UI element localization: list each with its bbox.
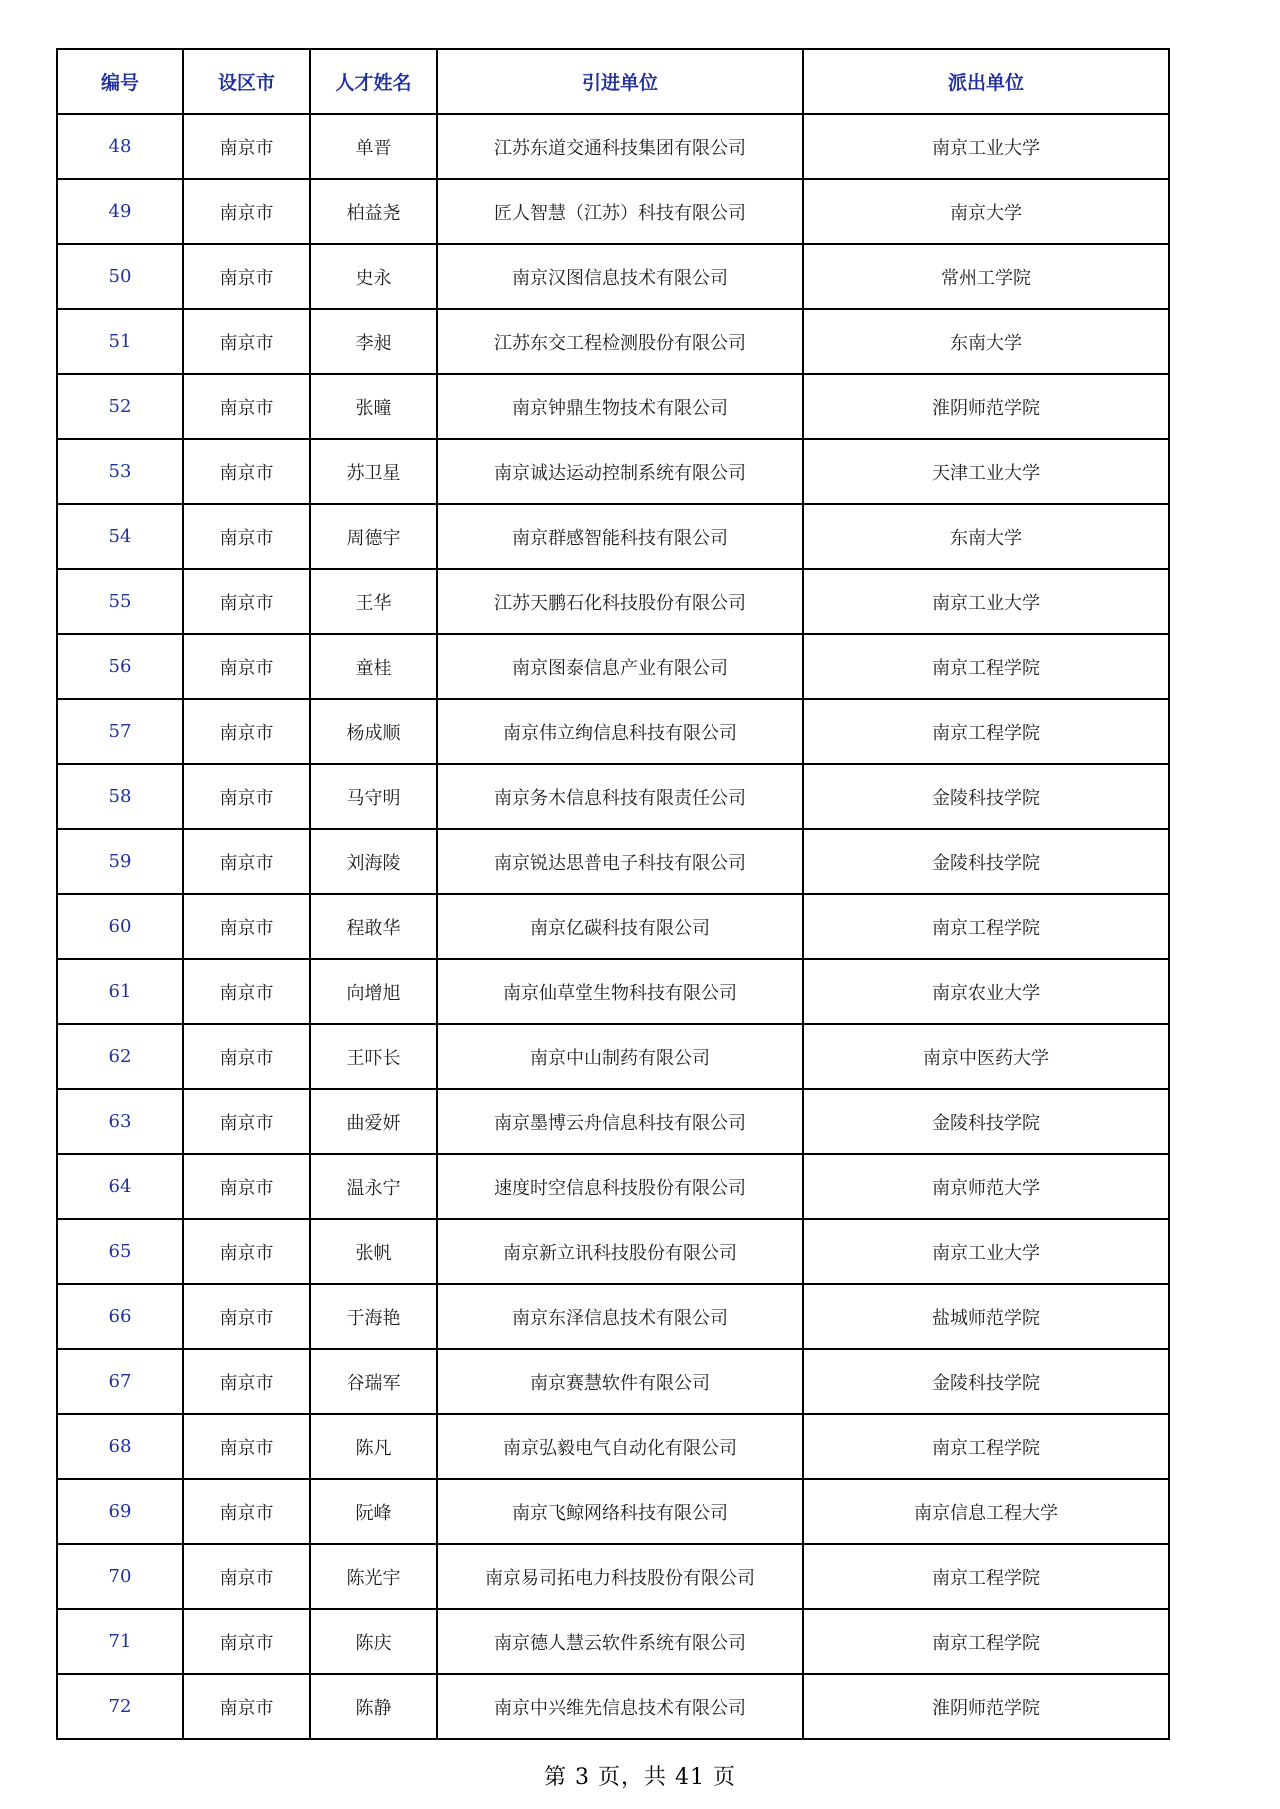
cell-host-unit: 南京东泽信息技术有限公司 xyxy=(437,1284,803,1349)
cell-city: 南京市 xyxy=(183,244,310,309)
cell-dispatch-unit: 南京工程学院 xyxy=(803,634,1169,699)
cell-city: 南京市 xyxy=(183,1154,310,1219)
cell-dispatch-unit: 金陵科技学院 xyxy=(803,829,1169,894)
table-row xyxy=(57,1609,1169,1674)
cell-dispatch-unit: 淮阴师范学院 xyxy=(803,374,1169,439)
cell-host-unit: 南京中兴维先信息技术有限公司 xyxy=(437,1674,803,1739)
table-row xyxy=(57,309,1169,374)
cell-talent-name: 杨成顺 xyxy=(310,699,437,764)
cell-talent-name: 刘海陵 xyxy=(310,829,437,894)
cell-host-unit: 南京钟鼎生物技术有限公司 xyxy=(437,374,803,439)
cell-dispatch-unit: 金陵科技学院 xyxy=(803,1349,1169,1414)
table-row xyxy=(57,439,1169,504)
cell-host-unit: 江苏东交工程检测股份有限公司 xyxy=(437,309,803,374)
cell-city: 南京市 xyxy=(183,179,310,244)
cell-city: 南京市 xyxy=(183,1284,310,1349)
cell-dispatch-unit: 南京中医药大学 xyxy=(803,1024,1169,1089)
table-body xyxy=(57,114,1169,1739)
cell-host-unit: 速度时空信息科技股份有限公司 xyxy=(437,1154,803,1219)
table-row xyxy=(57,959,1169,1024)
cell-talent-name: 温永宁 xyxy=(310,1154,437,1219)
cell-number: 63 xyxy=(57,1089,183,1154)
cell-number: 61 xyxy=(57,959,183,1024)
table-row xyxy=(57,1349,1169,1414)
cell-talent-name: 王吓长 xyxy=(310,1024,437,1089)
cell-city: 南京市 xyxy=(183,634,310,699)
table-row xyxy=(57,244,1169,309)
header-talent-name: 人才姓名 xyxy=(310,49,437,114)
cell-host-unit: 南京新立讯科技股份有限公司 xyxy=(437,1219,803,1284)
cell-host-unit: 江苏天鹏石化科技股份有限公司 xyxy=(437,569,803,634)
cell-dispatch-unit: 南京工业大学 xyxy=(803,114,1169,179)
cell-number: 56 xyxy=(57,634,183,699)
header-host-unit: 引进单位 xyxy=(437,49,803,114)
cell-number: 50 xyxy=(57,244,183,309)
cell-talent-name: 张曈 xyxy=(310,374,437,439)
cell-number: 58 xyxy=(57,764,183,829)
cell-city: 南京市 xyxy=(183,959,310,1024)
cell-talent-name: 周德宇 xyxy=(310,504,437,569)
cell-talent-name: 陈光宇 xyxy=(310,1544,437,1609)
cell-dispatch-unit: 常州工学院 xyxy=(803,244,1169,309)
cell-talent-name: 史永 xyxy=(310,244,437,309)
cell-city: 南京市 xyxy=(183,1219,310,1284)
cell-number: 62 xyxy=(57,1024,183,1089)
cell-number: 57 xyxy=(57,699,183,764)
cell-talent-name: 阮峰 xyxy=(310,1479,437,1544)
table-row xyxy=(57,1024,1169,1089)
cell-dispatch-unit: 天津工业大学 xyxy=(803,439,1169,504)
cell-host-unit: 南京诚达运动控制系统有限公司 xyxy=(437,439,803,504)
cell-dispatch-unit: 金陵科技学院 xyxy=(803,1089,1169,1154)
cell-host-unit: 南京赛慧软件有限公司 xyxy=(437,1349,803,1414)
cell-talent-name: 童桂 xyxy=(310,634,437,699)
cell-number: 68 xyxy=(57,1414,183,1479)
cell-number: 72 xyxy=(57,1674,183,1739)
cell-talent-name: 谷瑞军 xyxy=(310,1349,437,1414)
cell-talent-name: 陈庆 xyxy=(310,1609,437,1674)
table-header-row xyxy=(57,49,1169,114)
table-row xyxy=(57,1544,1169,1609)
talent-table-sheet xyxy=(56,48,1168,1740)
header-dispatch-unit: 派出单位 xyxy=(803,49,1169,114)
cell-host-unit: 南京墨博云舟信息科技有限公司 xyxy=(437,1089,803,1154)
table-row xyxy=(57,1674,1169,1739)
cell-host-unit: 江苏东道交通科技集团有限公司 xyxy=(437,114,803,179)
cell-host-unit: 南京伟立绚信息科技有限公司 xyxy=(437,699,803,764)
table-row xyxy=(57,114,1169,179)
cell-dispatch-unit: 南京农业大学 xyxy=(803,959,1169,1024)
cell-city: 南京市 xyxy=(183,1609,310,1674)
cell-number: 65 xyxy=(57,1219,183,1284)
talent-table xyxy=(56,48,1170,1740)
cell-number: 48 xyxy=(57,114,183,179)
header-city: 设区市 xyxy=(183,49,310,114)
cell-number: 53 xyxy=(57,439,183,504)
cell-city: 南京市 xyxy=(183,1414,310,1479)
table-row xyxy=(57,1219,1169,1284)
cell-number: 54 xyxy=(57,504,183,569)
cell-host-unit: 南京德人慧云软件系统有限公司 xyxy=(437,1609,803,1674)
cell-dispatch-unit: 金陵科技学院 xyxy=(803,764,1169,829)
cell-talent-name: 向增旭 xyxy=(310,959,437,1024)
cell-city: 南京市 xyxy=(183,439,310,504)
cell-talent-name: 曲爱妍 xyxy=(310,1089,437,1154)
table-row xyxy=(57,1154,1169,1219)
cell-talent-name: 陈静 xyxy=(310,1674,437,1739)
cell-dispatch-unit: 盐城师范学院 xyxy=(803,1284,1169,1349)
cell-host-unit: 南京飞鲸网络科技有限公司 xyxy=(437,1479,803,1544)
cell-city: 南京市 xyxy=(183,894,310,959)
cell-host-unit: 南京图泰信息产业有限公司 xyxy=(437,634,803,699)
cell-talent-name: 程敢华 xyxy=(310,894,437,959)
table-row xyxy=(57,1414,1169,1479)
cell-city: 南京市 xyxy=(183,1544,310,1609)
cell-city: 南京市 xyxy=(183,1479,310,1544)
cell-city: 南京市 xyxy=(183,764,310,829)
cell-city: 南京市 xyxy=(183,569,310,634)
cell-dispatch-unit: 淮阴师范学院 xyxy=(803,1674,1169,1739)
cell-talent-name: 于海艳 xyxy=(310,1284,437,1349)
cell-host-unit: 南京汉图信息技术有限公司 xyxy=(437,244,803,309)
cell-number: 55 xyxy=(57,569,183,634)
cell-dispatch-unit: 南京师范大学 xyxy=(803,1154,1169,1219)
cell-host-unit: 南京亿碳科技有限公司 xyxy=(437,894,803,959)
cell-dispatch-unit: 南京工业大学 xyxy=(803,1219,1169,1284)
cell-dispatch-unit: 东南大学 xyxy=(803,504,1169,569)
cell-city: 南京市 xyxy=(183,374,310,439)
table-row xyxy=(57,699,1169,764)
cell-number: 52 xyxy=(57,374,183,439)
cell-city: 南京市 xyxy=(183,1089,310,1154)
cell-number: 59 xyxy=(57,829,183,894)
table-row xyxy=(57,1284,1169,1349)
cell-talent-name: 张帆 xyxy=(310,1219,437,1284)
table-row xyxy=(57,764,1169,829)
page-footer: 第 3 页，共 41 页 xyxy=(544,1765,736,1790)
cell-host-unit: 南京锐达思普电子科技有限公司 xyxy=(437,829,803,894)
cell-host-unit: 南京易司拓电力科技股份有限公司 xyxy=(437,1544,803,1609)
cell-number: 69 xyxy=(57,1479,183,1544)
cell-dispatch-unit: 南京工程学院 xyxy=(803,699,1169,764)
cell-city: 南京市 xyxy=(183,1349,310,1414)
cell-number: 49 xyxy=(57,179,183,244)
table-row xyxy=(57,1089,1169,1154)
cell-host-unit: 南京弘毅电气自动化有限公司 xyxy=(437,1414,803,1479)
header-number: 编号 xyxy=(57,49,183,114)
table-row xyxy=(57,829,1169,894)
cell-city: 南京市 xyxy=(183,504,310,569)
cell-city: 南京市 xyxy=(183,699,310,764)
table-row xyxy=(57,374,1169,439)
cell-dispatch-unit: 南京工程学院 xyxy=(803,1544,1169,1609)
cell-number: 64 xyxy=(57,1154,183,1219)
cell-talent-name: 单晋 xyxy=(310,114,437,179)
cell-city: 南京市 xyxy=(183,114,310,179)
cell-host-unit: 南京中山制药有限公司 xyxy=(437,1024,803,1089)
cell-dispatch-unit: 南京工程学院 xyxy=(803,1414,1169,1479)
table-row xyxy=(57,1479,1169,1544)
cell-dispatch-unit: 东南大学 xyxy=(803,309,1169,374)
table-row xyxy=(57,179,1169,244)
cell-city: 南京市 xyxy=(183,1024,310,1089)
cell-number: 71 xyxy=(57,1609,183,1674)
cell-talent-name: 苏卫星 xyxy=(310,439,437,504)
cell-dispatch-unit: 南京工程学院 xyxy=(803,894,1169,959)
cell-host-unit: 南京仙草堂生物科技有限公司 xyxy=(437,959,803,1024)
cell-dispatch-unit: 南京工业大学 xyxy=(803,569,1169,634)
cell-host-unit: 南京群感智能科技有限公司 xyxy=(437,504,803,569)
cell-talent-name: 柏益尧 xyxy=(310,179,437,244)
cell-number: 66 xyxy=(57,1284,183,1349)
cell-dispatch-unit: 南京信息工程大学 xyxy=(803,1479,1169,1544)
table-row xyxy=(57,504,1169,569)
cell-city: 南京市 xyxy=(183,829,310,894)
cell-host-unit: 南京务木信息科技有限责任公司 xyxy=(437,764,803,829)
cell-host-unit: 匠人智慧（江苏）科技有限公司 xyxy=(437,179,803,244)
cell-number: 67 xyxy=(57,1349,183,1414)
cell-number: 60 xyxy=(57,894,183,959)
table-row xyxy=(57,634,1169,699)
table-row xyxy=(57,569,1169,634)
cell-number: 70 xyxy=(57,1544,183,1609)
cell-number: 51 xyxy=(57,309,183,374)
cell-talent-name: 马守明 xyxy=(310,764,437,829)
cell-talent-name: 李昶 xyxy=(310,309,437,374)
cell-talent-name: 陈凡 xyxy=(310,1414,437,1479)
cell-dispatch-unit: 南京大学 xyxy=(803,179,1169,244)
cell-dispatch-unit: 南京工程学院 xyxy=(803,1609,1169,1674)
table-row xyxy=(57,894,1169,959)
cell-city: 南京市 xyxy=(183,1674,310,1739)
cell-talent-name: 王华 xyxy=(310,569,437,634)
cell-city: 南京市 xyxy=(183,309,310,374)
